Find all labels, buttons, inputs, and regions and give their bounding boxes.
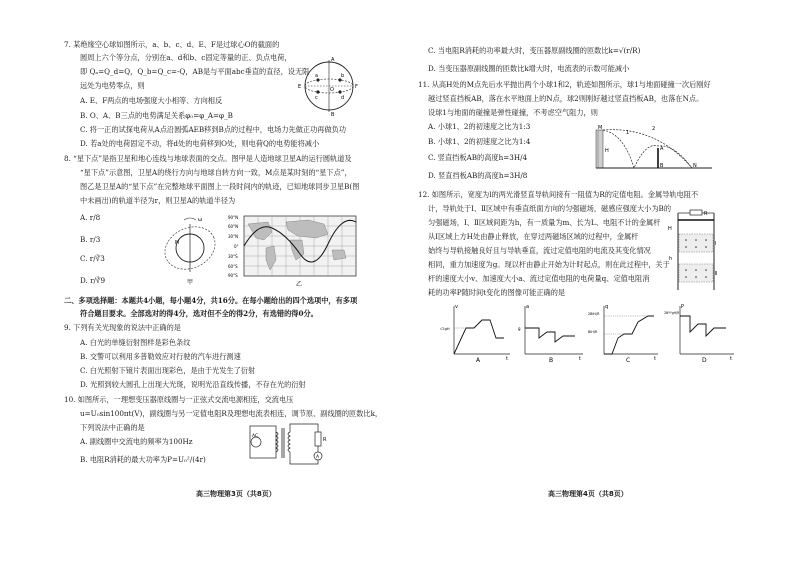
projectile-label-2: 2 bbox=[652, 126, 656, 132]
q10-line-3: 下列说法中正确的是 bbox=[80, 423, 145, 432]
map-lat-30n: 30°N bbox=[228, 234, 239, 239]
q7-option-b: B. O、A、B三点的电势满足关系φ₀=φ_A=φ_B bbox=[80, 111, 233, 120]
q9-option-d: D. 光照到较大圆孔上出现大光斑，说明光沿直线传播，不存在光的衍射 bbox=[80, 380, 306, 389]
graph-c-tick-high: 2BlH/R bbox=[588, 312, 600, 316]
circuit-label-ac: AC bbox=[252, 434, 259, 439]
q12-line-1: 12. 如图所示，宽度为l的两光滑竖直导轨间接有一阻值为R的定值电阻。金属导轨电阻不 bbox=[418, 190, 699, 199]
graph-d bbox=[664, 302, 736, 364]
q8-option-d: D. r/∛9 bbox=[80, 276, 106, 285]
q10-option-a: A. 副线圈中交流电的频率为100Hz bbox=[80, 437, 193, 446]
q12-line-7: 杆的速度大小v、加速度大小a、流过定值电阻的电荷量q、定值电阻消 bbox=[428, 274, 650, 283]
q9-stem: 9. 下列有关光现象的说法中正确的是 bbox=[64, 323, 181, 332]
section-2-heading-2: 符合题目要求。全部选对的得4分，选对但不全的得2分，有选错的得0分。 bbox=[80, 309, 318, 318]
graph-b bbox=[515, 302, 585, 364]
sphere-label-o: O bbox=[330, 87, 334, 93]
q7-option-c: C. 将一正的试探电荷从A点沿圆弧AEB移到B点的过程中，电场力先做正功再做负功 bbox=[80, 125, 347, 134]
orbit-label-jia: 甲 bbox=[187, 279, 194, 286]
circuit-label-r: R bbox=[323, 437, 327, 443]
graph-a-y-label: v bbox=[455, 304, 458, 310]
q10-line-1: 10. 如图所示，一理想变压器原线圈与一正弦式交流电源相连，交流电压 bbox=[64, 395, 294, 404]
ground-track-map bbox=[228, 214, 360, 288]
graph-d-option: D bbox=[702, 357, 707, 364]
projectile-label-h: H bbox=[605, 148, 609, 154]
sphere-label-b: b bbox=[341, 73, 345, 79]
q12-line-8: 耗的功率P随时间t变化的图像可能正确的是 bbox=[428, 288, 566, 297]
sphere-label-b-bottom: B bbox=[331, 112, 335, 118]
q8-option-c: C. r/∛3 bbox=[80, 254, 105, 263]
map-lat-60s: 60°S bbox=[228, 264, 238, 269]
circuit-label-ammeter: A bbox=[316, 455, 320, 460]
graph-c-x-label: t bbox=[654, 356, 656, 362]
graph-a bbox=[440, 302, 512, 364]
projectile-label-m: M bbox=[598, 125, 603, 131]
q12-line-6: 相同，重力加速度为g。现以杆由静止开始为计时起点，则在此过程中，关于 bbox=[428, 260, 670, 269]
q12-line-4: 从Ⅰ区域上方H处由静止释放，在穿过两磁场区域的过程中，金属杆 bbox=[428, 232, 639, 241]
q9-option-a: A. 白光的单缝衍射图样是彩色条纹 bbox=[80, 338, 191, 347]
graph-c-y-label: q bbox=[605, 304, 609, 310]
q11-option-c: C. 竖直挡板AB的高度h=3H/4 bbox=[428, 153, 528, 162]
q11-option-d: D. 竖直挡板AB的高度h=3H/8 bbox=[428, 171, 528, 180]
map-lat-90n: 90°N bbox=[228, 215, 239, 220]
graph-a-option: A bbox=[476, 357, 481, 364]
q9-option-b: B. 交警可以利用多普勒效应对行驶的汽车进行测速 bbox=[80, 352, 241, 361]
projectile-label-a: A bbox=[660, 146, 664, 152]
q8-option-a: A. r/8 bbox=[80, 213, 101, 222]
q8-line-4: 中未画出)的轨道半径为r，则卫星A的轨道半径为 bbox=[80, 196, 236, 205]
graph-d-tick: 2B²l²gH/R bbox=[664, 311, 680, 315]
q8-option-b: B. r/3 bbox=[80, 235, 101, 244]
graph-b-option: B bbox=[549, 357, 554, 364]
graph-a-x-label: t bbox=[506, 356, 508, 362]
projectile-label-1: 1 bbox=[626, 130, 630, 136]
q7-line-4: 远处为电势零点，则 bbox=[80, 81, 145, 90]
q7-option-a: A. E、F两点的电场强度大小相等、方向相反 bbox=[80, 96, 223, 105]
graph-b-x-label: t bbox=[579, 356, 581, 362]
graph-c bbox=[588, 302, 660, 364]
q10-option-c: C. 当电阻R消耗的功率最大时，变压器原副线圈的匝数比k=√(r/R) bbox=[428, 46, 641, 55]
rails-label-h-gap: h bbox=[669, 256, 673, 262]
q7-option-d: D. 若a处的电荷固定不动，将d处的电荷移到O处，则电荷Q的电势能将减小 bbox=[80, 139, 320, 148]
q8-line-2: “星下点”示意图，卫星A的绕行方向与地球自转方向一致，M点是某时刻的“星下点”， bbox=[80, 168, 352, 177]
sphere-label-c: c bbox=[315, 95, 318, 101]
q7-line-3: 即 Qₐ=Q_d=Q，Q_b=Q_c=-Q，AB是与平面abc垂直的直径，设无限 bbox=[80, 67, 310, 76]
map-lat-30s: 30°S bbox=[228, 254, 238, 259]
q11-option-a: A. 小球1、2的初速度之比为1:3 bbox=[428, 122, 531, 131]
rails-label-region-1: Ⅰ bbox=[715, 241, 717, 247]
map-lat-0: 0° bbox=[234, 244, 239, 249]
orbit-label-m: M bbox=[175, 240, 180, 246]
q8-line-1: 8. “星下点”是指卫星和地心连线与地球表面的交点。图甲是人造地球卫星A的运行圆轨道及 bbox=[64, 154, 352, 163]
sphere-label-d: d bbox=[341, 95, 345, 101]
q11-line-3: 设球1与地面的碰撞是弹性碰撞，不考虑空气阻力，则 bbox=[428, 108, 598, 117]
graph-d-x-label: t bbox=[730, 356, 732, 362]
map-lat-90s: 90°S bbox=[228, 273, 238, 278]
sphere-label-e: E bbox=[298, 84, 302, 90]
orbit-label-omega: ω bbox=[198, 217, 203, 223]
q9-option-c: C. 白光照射下镜片表面出现彩色，是由于光发生了衍射 bbox=[80, 366, 256, 375]
map-lat-60n: 60°N bbox=[228, 224, 239, 229]
rails-label-r: R bbox=[704, 211, 708, 217]
q11-line-1: 11. 从高H处的M点先后水平抛出两个小球1和2，轨迹如图所示，球1与地面碰撞一次后刚好 bbox=[418, 80, 711, 89]
graph-c-tick-low: BlH/R bbox=[588, 330, 598, 334]
projectile-label-b: B bbox=[660, 163, 664, 169]
graph-b-tick: g bbox=[518, 326, 521, 331]
q12-line-3: 匀强磁场，Ⅰ、Ⅱ区域间距为h，有一质量为m、长为L、电阻不计的金属杆 bbox=[428, 218, 661, 227]
graph-a-tick: √2gH bbox=[440, 327, 450, 331]
section-2-heading: 二、多项选择题：本题共4小题，每小题4分，共16分。在每小题给出的四个选项中，有多项 bbox=[64, 296, 358, 305]
q12-line-2: 计，导轨处于Ⅰ、Ⅱ区域中有垂直纸面方向的匀强磁场，磁感应强度大小为B的 bbox=[428, 204, 672, 213]
q7-line-1: 7. 某绝缘空心球如图所示，a、b、c、d、E、F是过球心O的截面的 bbox=[64, 40, 280, 49]
rails-figure bbox=[668, 210, 724, 292]
sphere-label-f: F bbox=[355, 84, 358, 90]
q10-option-d: D. 当变压器原副线圈的匝数比k增大时，电流表的示数可能减小 bbox=[428, 64, 630, 73]
transformer-circuit bbox=[248, 418, 330, 468]
q11-option-b: B. 小球1、2的初速度之比为1:4 bbox=[428, 137, 531, 146]
graph-c-option: C bbox=[626, 357, 631, 364]
q10-line-2: u=U₀sin100πt(V)，副线圈与另一定值电阻R及理想电流表相连，调节原、副线圈的匝数比k， bbox=[80, 409, 383, 418]
projectile-label-n: N bbox=[693, 163, 697, 169]
sphere-label-a-top: A bbox=[331, 57, 335, 63]
map-label-yi: 乙 bbox=[296, 281, 303, 288]
rails-label-h-upper: H bbox=[668, 226, 672, 232]
right-page-footer: 高三物理第4页（共8页） bbox=[548, 490, 628, 498]
graph-b-y-label: a bbox=[526, 304, 530, 310]
graph-d-y-label: P bbox=[681, 304, 685, 310]
rails-label-region-2: Ⅱ bbox=[715, 271, 718, 277]
q7-line-2: 圆周上六个等分点，分别在a、d和b、c固定等量的正、负点电荷， bbox=[80, 53, 292, 62]
sphere-label-a: a bbox=[315, 73, 319, 79]
projectile-figure bbox=[596, 124, 714, 172]
sphere-figure bbox=[298, 56, 360, 116]
left-page-footer: 高三物理第3页（共8页） bbox=[196, 490, 276, 498]
q10-option-b: B. 电阻R消耗的最大功率为P=U₀²/(4r) bbox=[80, 455, 206, 464]
q11-line-2: 越过竖直挡板AB，落在水平地面上的N点，球2则刚好越过竖直挡板AB，也落在N点。 bbox=[428, 94, 704, 103]
q8-line-3: 图乙是卫星A的“星下点”在完整地球平面图上一段时间内的轨迹，已知地球同步卫星B(图 bbox=[80, 182, 360, 191]
orbit-figure bbox=[160, 214, 220, 288]
q12-line-5: 始终与导轨接触良好且与导轨垂直，流过定值电阻的电流及其变化情况 bbox=[428, 246, 651, 255]
